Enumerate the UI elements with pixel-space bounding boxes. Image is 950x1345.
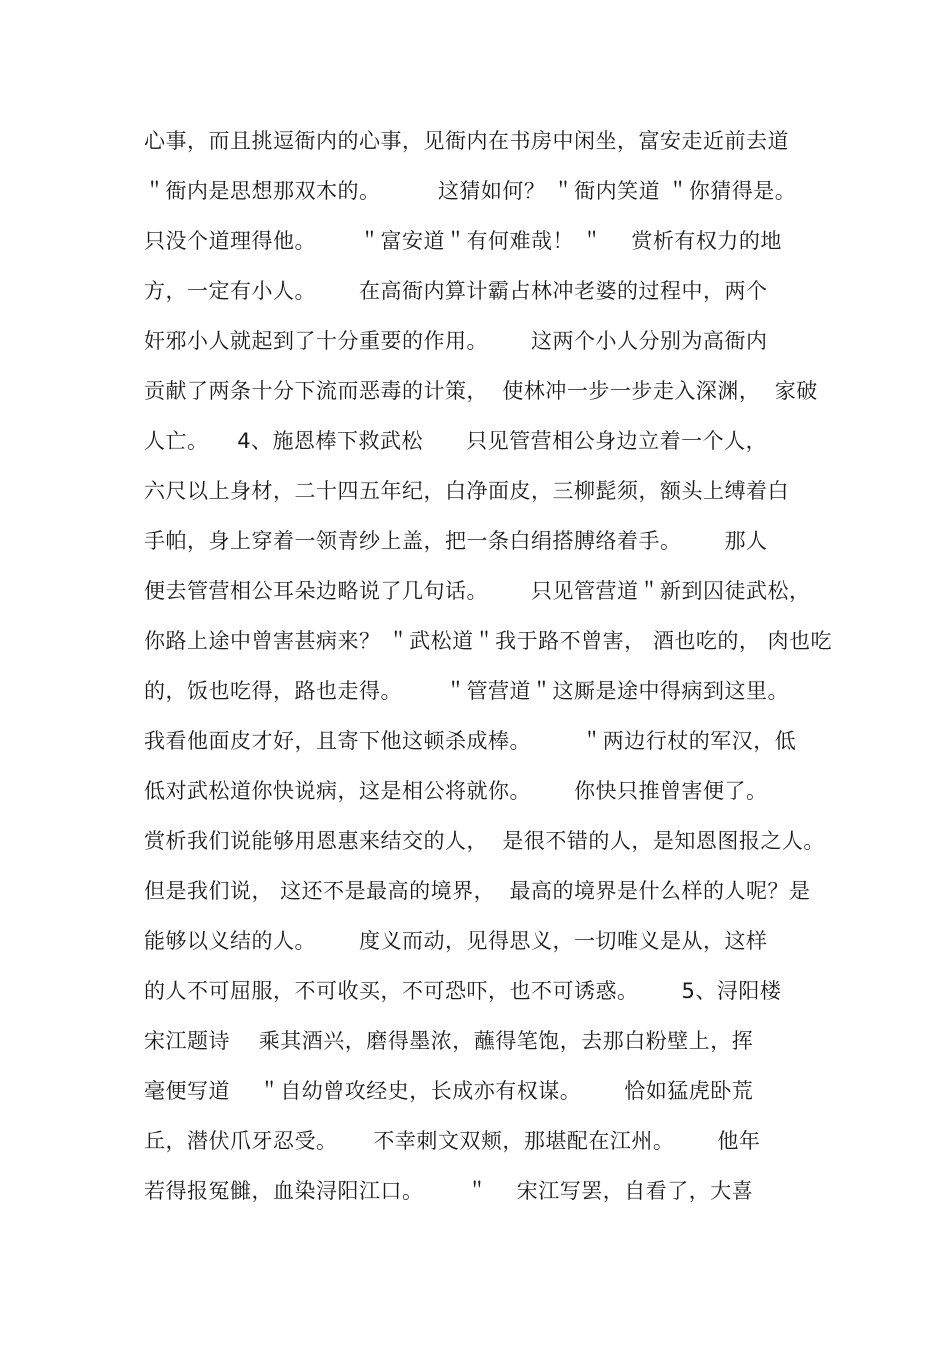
- text-line: 的，饭也吃得，路也走得。 ＂管营道＂这厮是途中得病到这里。: [144, 679, 790, 703]
- text-line: 低对武松道你快说病，这是相公将就你。 你快只推曾害便了。: [144, 779, 768, 803]
- text-line: 你路上途中曾害甚病来？ ＂武松道＂我于路不曾害， 酒也吃的， 肉也吃: [144, 629, 833, 653]
- text-line: 只没个道理得他。 ＂富安道＂有何难哉！ ＂ 赏析有权力的地: [144, 229, 782, 253]
- text-line: 人亡。 4、施恩棒下救武松 只见管营相公身边立着一个人，: [144, 429, 768, 453]
- text-line: 便去管营相公耳朵边略说了几句话。 只见管营道＂新到囚徒武松，: [144, 579, 811, 603]
- text-line: 心事，而且挑逗衙内的心事，见衙内在书房中闲坐，富安走近前去道: [144, 129, 789, 153]
- text-line: 手帕，身上穿着一领青纱上盖，把一条白绢搭膊络着手。 那人: [144, 529, 768, 553]
- text-line: 毫便写道 ＂自幼曾攻经史，长成亦有权谋。 恰如猛虎卧荒: [144, 1079, 754, 1103]
- text-line: 六尺以上身材，二十四五年纪，白净面皮，三柳髭须，额头上缚着白: [144, 479, 789, 503]
- text-line: 宋江题诗 乘其酒兴，磨得墨浓，蘸得笔饱，去那白粉壁上，挥: [144, 1029, 754, 1053]
- text-line: ＂衙内是思想那双木的。 这猜如何？ ＂衙内笑道 ＂你猜得是。: [144, 179, 797, 203]
- text-line: 贡献了两条十分下流而恶毒的计策， 使林冲一步一步走入深渊， 家破: [144, 379, 818, 403]
- text-line: 能够以义结的人。 度义而动，见得思义，一切唯义是从，这样: [144, 929, 768, 953]
- text-line: 若得报冤雠，血染浔阳江口。 ＂ 宋江写罢，自看了，大喜: [144, 1179, 754, 1203]
- text-line: 的人不可屈服，不可收买，不可恐吓，也不可诱惑。 5、浔阳楼: [144, 979, 782, 1003]
- text-line: 方，一定有小人。 在高衙内算计霸占林冲老婆的过程中，两个: [144, 279, 768, 303]
- text-line: 我看他面皮才好，且寄下他这顿杀成棒。 ＂两边行杖的军汉，低: [144, 729, 797, 753]
- text-line: 丘，潜伏爪牙忍受。 不幸刺文双颊，那堪配在江州。 他年: [144, 1129, 761, 1153]
- text-line: 奸邪小人就起到了十分重要的作用。 这两个小人分别为高衙内: [144, 329, 768, 353]
- text-line: 赏析我们说能够用恩惠来结交的人， 是很不错的人，是知恩图报之人。: [144, 829, 825, 853]
- text-line: 但是我们说， 这还不是最高的境界， 最高的境界是什么样的人呢？是: [144, 879, 811, 903]
